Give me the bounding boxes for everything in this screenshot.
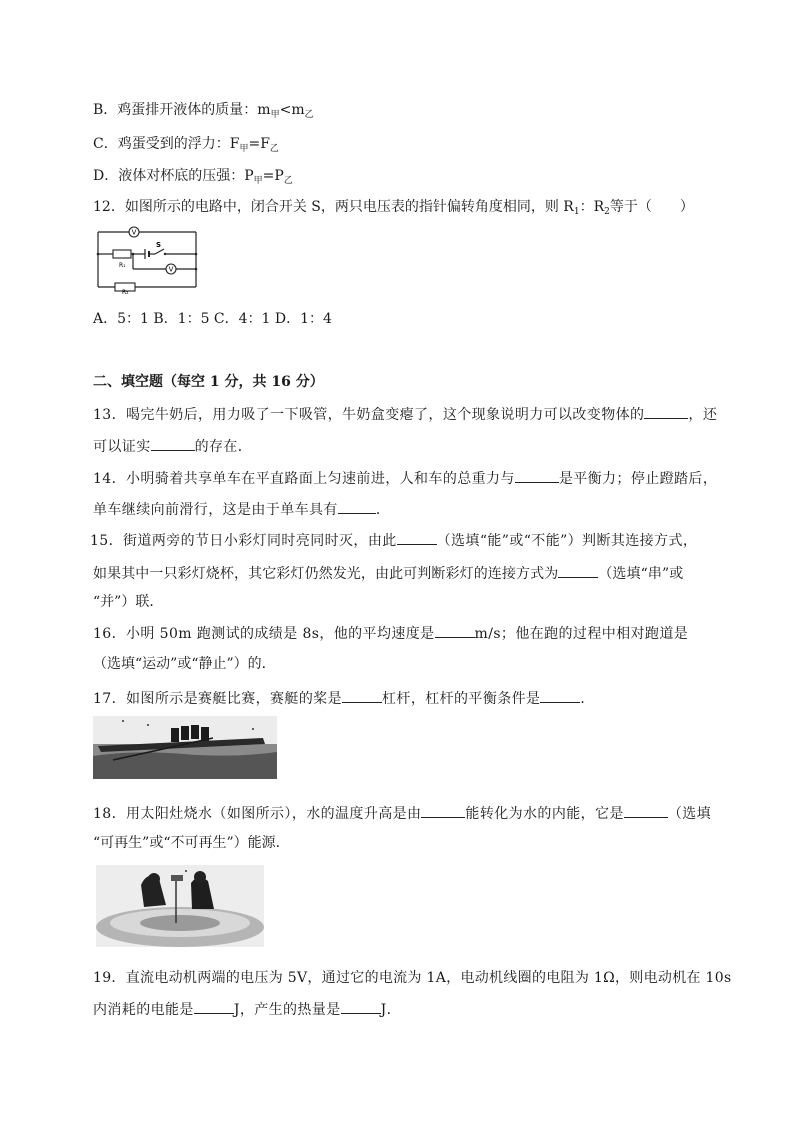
q18-text: 18．用太阳灶烧水（如图所示），水的温度升高是由 bbox=[93, 806, 422, 822]
relation: = bbox=[262, 168, 275, 184]
option-b bbox=[93, 101, 314, 124]
answer-blank[interactable] bbox=[342, 688, 382, 703]
q18-text: 能转化为水的内能，它是 bbox=[465, 806, 624, 822]
q12-text-end: 等于（ ） bbox=[609, 199, 694, 215]
q13-text: 可以证实 bbox=[93, 439, 151, 455]
answer-blank[interactable] bbox=[397, 530, 437, 545]
section-title: 二、填空题（每空 1 分，共 16 分） bbox=[93, 374, 324, 390]
question-14-line-1 bbox=[93, 468, 717, 488]
question-18-line-2: “可再生”或“不可再生”）能源． bbox=[93, 835, 290, 851]
answer-blank[interactable] bbox=[435, 623, 475, 638]
subscript: 乙 bbox=[269, 144, 279, 154]
answer-blank[interactable] bbox=[558, 563, 598, 578]
q13-text: ，还 bbox=[688, 407, 718, 423]
voltmeter-1-label: V bbox=[131, 228, 137, 237]
q16-text: 16．小明 50m 跑测试的成绩是 8s，他的平均速度是 bbox=[93, 626, 435, 642]
voltmeter-2-label: V bbox=[168, 265, 174, 274]
q15-text: 15．街道两旁的节日小彩灯同时亮同时灭，由此 bbox=[90, 533, 397, 549]
answer-blank[interactable] bbox=[341, 999, 381, 1014]
question-19-line-1: 19．直流电动机两端的电压为 5V，通过它的电流为 1A，电动机线圈的电阻为 1Ω，则电动机在 10s bbox=[93, 970, 732, 986]
question-18-line-1 bbox=[93, 803, 711, 823]
answer-blank[interactable] bbox=[515, 468, 559, 483]
answer-blank[interactable] bbox=[338, 499, 376, 514]
q15-text: （选填“串”或 bbox=[598, 566, 684, 582]
option-d bbox=[93, 167, 293, 190]
relation: = bbox=[248, 136, 261, 152]
r1-label: R₁ bbox=[119, 262, 126, 269]
subscript: 1 bbox=[573, 207, 580, 217]
question-14-line-2 bbox=[93, 499, 390, 519]
subscript: 甲 bbox=[239, 144, 249, 154]
subscript: 2 bbox=[604, 207, 610, 217]
q18-text: （选填 bbox=[667, 806, 712, 822]
q14-text: ． bbox=[375, 502, 391, 518]
variable: P bbox=[274, 168, 284, 184]
option-c-text: C．鸡蛋受到的浮力：F bbox=[93, 136, 240, 152]
q19-text: 内消耗的电能是 bbox=[93, 1002, 194, 1018]
subscript: 甲 bbox=[270, 110, 280, 120]
answer-blank[interactable] bbox=[540, 688, 580, 703]
resistor-r1-icon bbox=[113, 250, 131, 258]
question-15-line-3: “并”）联． bbox=[93, 594, 164, 610]
q12-text: 12．如图所示的电路中，闭合开关 S，两只电压表的指针偏转角度相同，则 R bbox=[93, 199, 574, 215]
switch-icon bbox=[155, 249, 164, 254]
q17-text: ． bbox=[580, 691, 595, 707]
q14-text: 14．小明骑着共享单车在平直路面上匀速前进，人和车的总重力与 bbox=[93, 471, 515, 487]
q13-text: 的存在． bbox=[194, 439, 253, 455]
question-17 bbox=[93, 688, 595, 708]
variable: F bbox=[260, 136, 270, 152]
circuit-diagram bbox=[93, 222, 203, 294]
q17-text: 17．如图所示是赛艇比赛，赛艇的桨是 bbox=[93, 691, 343, 707]
question-12 bbox=[93, 198, 694, 221]
q12-ratio: ：R bbox=[579, 199, 605, 215]
answer-blank[interactable] bbox=[151, 436, 195, 451]
q15-text: （选填“能”或“不能”）判断其连接方式， bbox=[436, 533, 698, 549]
q13-text: 13．喝完牛奶后，用力吸了一下吸管，牛奶盒变瘪了，这个现象说明力可以改变物体的 bbox=[93, 407, 645, 423]
question-13-line-2 bbox=[93, 436, 252, 456]
answer-blank[interactable] bbox=[421, 803, 465, 818]
question-16-line-1 bbox=[93, 623, 688, 643]
q12-choices: A．5：1 B．1：5 C．4：1 D．1：4 bbox=[93, 311, 332, 327]
q17-text: 杠杆，杠杆的平衡条件是 bbox=[382, 691, 541, 707]
r2-label: R₂ bbox=[122, 289, 129, 294]
option-d-text: D．液体对杯底的压强：P bbox=[93, 168, 254, 184]
q16-text: m/s；他在跑的过程中相对跑道是 bbox=[474, 626, 689, 642]
answer-blank[interactable] bbox=[624, 803, 668, 818]
answer-blank[interactable] bbox=[194, 999, 234, 1014]
q19-text: J，产生的热量是 bbox=[233, 1002, 341, 1018]
relation: < bbox=[279, 102, 292, 118]
question-15-line-2 bbox=[93, 563, 683, 583]
subscript: 乙 bbox=[304, 110, 314, 120]
subscript: 乙 bbox=[283, 176, 293, 186]
rowing-photo bbox=[93, 716, 277, 779]
option-b-text: B．鸡蛋排开液体的质量：m bbox=[93, 102, 271, 118]
switch-label: S bbox=[156, 241, 162, 249]
q14-text: 单车继续向前滑行，这是由于单车具有 bbox=[93, 502, 338, 518]
variable: m bbox=[291, 102, 305, 118]
question-16-line-2: （选填“运动”或“静止”）的． bbox=[93, 656, 276, 672]
option-c bbox=[93, 135, 279, 158]
q14-text: 是平衡力；停止蹬踏后， bbox=[558, 471, 718, 487]
solar-cooker-photo bbox=[96, 865, 264, 947]
question-15-line-1 bbox=[90, 530, 697, 550]
subscript: 甲 bbox=[253, 176, 263, 186]
answer-blank[interactable] bbox=[644, 404, 688, 419]
question-19-line-2 bbox=[93, 999, 401, 1019]
question-13-line-1 bbox=[93, 404, 717, 424]
q15-text: 如果其中一只彩灯烧杯，其它彩灯仍然发光，由此可判断彩灯的连接方式为 bbox=[93, 566, 559, 582]
q19-text: J． bbox=[380, 1002, 402, 1018]
